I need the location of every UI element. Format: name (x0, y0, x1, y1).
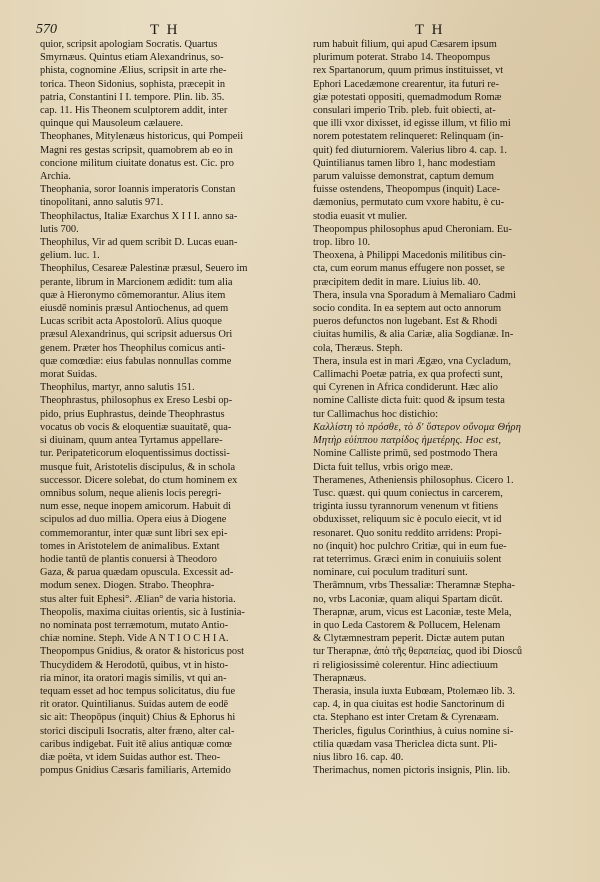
text-line: omnibus solum, neque alienis locis peregri- (40, 487, 222, 499)
text-line: Therapnæus. (313, 672, 367, 684)
header-letters-right: T H (415, 22, 445, 38)
text-line: commemorantur, inter quæ sunt libri sex epi- (40, 527, 228, 539)
dictionary-entry (313, 355, 571, 421)
text-line: pueros defunctos non lugebant. Est & Rhodi (313, 316, 498, 328)
text-line: Theopompus Gnidius, & orator & historicus post (40, 646, 245, 658)
text-line: præcipitem dedit in mare. Liuius lib. 40. (313, 276, 481, 288)
text-line: norem potestatem relinqueret: Relinquam (in- (313, 131, 504, 143)
dictionary-entry (40, 262, 298, 381)
dictionary-entry (40, 394, 298, 605)
text-line: pido, prius Euphrastus, deinde Theophrastus (40, 408, 225, 420)
text-line: qui Cyrenen in Africa condiderunt. Hæc alio (313, 382, 498, 394)
text-line: ciuitas humilis, & alia Cariæ, alia Sogdianæ. In- (313, 329, 514, 341)
text-line: parum valuisse demonstrat, captum demum (313, 171, 494, 183)
text-line: concione militum ciuitate donatus est. Cic. pro (40, 157, 234, 169)
text-line: chiæ nomine. Steph. Vide A N T I O C H I A. (40, 633, 229, 645)
text-line: Therimachus, nomen pictoris insignis, Plin. lib. (313, 765, 511, 777)
dictionary-entry (313, 725, 571, 765)
text-line: Theophania, soror Ioannis imperatoris Constan (40, 184, 236, 196)
text-line: musque fuit, Aristotelis discipulus, & in schola (40, 461, 236, 473)
text-line: cta. Stephano est inter Cretam & Cyrenæam. (313, 712, 499, 724)
dictionary-entry (313, 579, 571, 605)
text-line: Archia. (40, 171, 71, 183)
text-line: Therāmnum, vrbs Thessaliæ: Theramnæ Stepha- (313, 580, 515, 592)
dictionary-entry (40, 130, 298, 183)
text-line: si diuinam, quum antea Tyrtamus appellare- (40, 435, 223, 447)
text-line: rit orator. Quintilianus. Suidas autem de eodē (40, 699, 229, 711)
text-line: Μητὴρ εὐίππου πατρίδος ἡμετέρης. Hoc est, (313, 435, 502, 447)
text-line: quior, scripsit apologiam Socratis. Quartus (40, 39, 218, 50)
dictionary-entry (313, 249, 571, 289)
text-line: rat teterrimus. Græci enim in conuiuiis solent (313, 553, 502, 565)
text-line: perante, librum in Marcionem ædidit: tum alia (40, 276, 233, 288)
text-line: Dicta fuit tellus, vrbis origo meæ. (313, 461, 453, 473)
text-line: Thera, insula vna Sporadum à Memaliaro Cadmi (313, 289, 516, 301)
text-line: Theramenes, Atheniensis philosophus. Cicero 1. (313, 474, 514, 486)
text-line: quit) fed diuturniorem. Valerius libro 4. cap. 1. (313, 144, 508, 156)
text-line: giæ potestati oppositi, quemadmodum Romæ (313, 91, 502, 103)
text-line: tur Therapnæ, ἀπὸ τῆς θεραπείας, quod ibi Diosců (313, 646, 523, 658)
text-line: tur Callimachus hoc distichio: (313, 408, 438, 420)
text-line: Theophilus, martyr, anno salutis 151. (40, 382, 195, 394)
text-line: rex Spartanorum, quum primus instituisset, vt (313, 65, 504, 77)
left-column (40, 38, 298, 777)
text-line: consulari imperio Trib. pleb. fuit obiecti, at- (313, 105, 496, 117)
text-line: nomine Calliste dicta fuit: quod & ipsum testa (313, 395, 505, 407)
text-line: Theophanes, Mitylenæus historicus, qui Pompeii (40, 131, 244, 143)
dictionary-entry (313, 764, 571, 777)
header-letters-left: T H (150, 22, 180, 38)
text-line: stus alter fuit Ephesi°. Ælian° de varia historia. (40, 593, 236, 605)
text-line: Theophrastus, philosophus ex Ereso Lesbi op- (40, 395, 233, 407)
dictionary-entry (313, 606, 571, 685)
text-line: & Clytæmnestram peperit. Dictæ autem putan (313, 633, 505, 645)
text-line: obduxisset, reliquum sic è poculo eiecit, vt id (313, 514, 502, 526)
text-line: hodie tantū de plantis conuersi à Theodoro (40, 553, 217, 565)
text-line: cap. 4, in qua ciuitas est hodie Sanctorinum di (313, 699, 505, 711)
text-line: Nomine Calliste primū, sed postmodo Thera (313, 448, 498, 460)
dictionary-entry (40, 38, 298, 130)
dictionary-entry (313, 289, 571, 355)
dictionary-entry (40, 606, 298, 646)
text-line: Thucydidem & Herodotū, quibus, vt in histo- (40, 659, 229, 671)
text-line: tinopolitani, anno salutis 971. (40, 197, 164, 209)
text-line: Thericles, figulus Corinthius, à cuius nomine si- (313, 725, 514, 737)
text-line: Thera, insula est in mari Ægæo, vna Cycladum, (313, 355, 511, 367)
verse-quotation (313, 421, 571, 474)
page-number: 570 (36, 22, 57, 37)
text-line: cta, cum eorum manus effugere non posset, se (313, 263, 505, 275)
text-line: storici discipuli Isocratis, alter fræno, alter cal- (40, 725, 235, 737)
text-line: Smyrnæus. Quintus etiam Alexandrinus, so- (40, 52, 224, 64)
text-line: dæmonius, permutato cum vxore habitu, è cu- (313, 197, 505, 209)
text-line: plurimum poterat. Strabo 14. Theopompus (313, 52, 491, 64)
text-line: eiusdē nominis præsul Antiochenus, ad quem (40, 303, 229, 315)
text-line: Theophilus, Cesareæ Palestinæ præsul, Seuero im (40, 263, 248, 275)
text-line: sic ait: Theopōpus (inquit) Chius & Ephorus hi (40, 712, 236, 724)
text-line: quinque qui Mausoleum cælauere. (40, 118, 184, 130)
text-line: cola, Theræus. Steph. (313, 342, 403, 354)
text-line: nominare, cui poculum traditurí sunt. (313, 567, 468, 579)
text-line: Therasia, insula iuxta Eubœam, Ptolemæo lib. 3. (313, 685, 516, 697)
text-line: ria minor, ita oratori magis similis, vt qui an- (40, 672, 227, 684)
text-line: Theopompus philosophus apud Cheroniam. Eu- (313, 223, 512, 235)
text-line: Callimachi Poetæ patria, ex qua profecti sunt, (313, 369, 503, 381)
text-line: morat Suidas. (40, 369, 98, 381)
text-line: pompus Gnidius Cæsaris familiaris, Artemido (40, 765, 231, 777)
text-line: Tusc. quæst. qui quum coniectus in carcerem, (313, 487, 503, 499)
text-line: Theophilactus, Italiæ Exarchus X I I I. anno sa- (40, 210, 238, 222)
text-line: socio condita. In ea septem aut octo annorum (313, 303, 502, 315)
text-line: scipulos ad duo millia. Opera eius à Diogene (40, 514, 227, 526)
text-line: præsul Alexandrinus, qui scripsit aduersus Ori (40, 329, 233, 341)
text-line: Καλλίστη τὸ πρόσθε, τὸ δ' ὕστερον οὔνομα Θήρη (313, 421, 522, 433)
text-line: diæ poëta, vt idem Suidas author est. Theo- (40, 751, 221, 763)
text-line: Theoxena, à Philippi Macedonis militibus cin- (313, 250, 506, 262)
text-line: quæ à Hieronymo cõmemorantur. Alius item (40, 289, 226, 301)
text-line: num esse, neque inopem amicorum. Habuit di (40, 501, 232, 513)
text-line: ctilia quædam vasa Thericlea dicta sunt. Pli- (313, 738, 498, 750)
text-line: tequam esset ad hoc tempus solicitatus, diu fue (40, 685, 236, 697)
text-line: quæ comœdiæ: eius fabulas nonnullas comme (40, 355, 232, 367)
text-line: tur. Peripateticorum eloquentissimus doctissi- (40, 448, 230, 460)
text-line: no, vrbs Laconiæ, quam aliqui Spartam dicūt. (313, 593, 503, 605)
text-line: in quo Leda Castorem & Pollucem, Helenam (313, 619, 501, 631)
text-line: tomes in Aristotelem de animalibus. Extant (40, 540, 220, 552)
text-line: phista, cognomine Ælius, scripsit in arte rhe- (40, 65, 227, 77)
text-line: Lucas scribit acta Apostolorū. Alius quoque (40, 316, 222, 328)
text-line: cap. 11. His Theonem sculptorem addit, inter (40, 105, 228, 117)
text-line: nius libro 16. cap. 40. (313, 751, 404, 763)
text-line: stodia euasit vt mulier. (313, 210, 408, 222)
text-line: no nominata post terræmotum, mutato Antio- (40, 619, 229, 631)
text-line: rum habuit filium, qui apud Cæsarem ipsum (313, 39, 497, 50)
text-line: ri religiosissimè colerentur. Hinc adiectiuum (313, 659, 498, 671)
text-line: Gaza, & parua quædam opuscula. Excessit ad- (40, 567, 234, 579)
dictionary-entry (40, 236, 298, 262)
text-line: caribus indigebat. Fuit itē alius antiquæ comœ (40, 738, 232, 750)
text-line: lutis 700. (40, 223, 79, 235)
text-line: no (inquit) hoc pulchro Critiæ, qui in eum fue- (313, 540, 507, 552)
text-line: torica. Theon Sidonius, sophista, præcepit in (40, 78, 226, 90)
dictionary-entry (40, 183, 298, 209)
text-line: genem. Præter hos Theophilus comicus anti- (40, 342, 226, 354)
text-line: Theophilus, Vir ad quem scribit D. Lucas euan- (40, 237, 238, 249)
dictionary-entry (40, 210, 298, 236)
text-line: triginta iussu tyrannorum venenum vt fitiens (313, 501, 498, 513)
text-line: vocatus ob vocis & eloquentiæ suauitatē, qua- (40, 421, 232, 433)
dictionary-entry (313, 38, 571, 223)
text-line: fuisse ostendens, Theopompus (inquit) Lace- (313, 184, 501, 196)
text-line: successor. Dicere solebat, do ctum hominem ex (40, 474, 238, 486)
text-line: Quintilianus tamen libro 1, hanc modestiam (313, 157, 496, 169)
text-line: Therapnæ, arum, vicus est Laconiæ, teste Mela, (313, 606, 512, 618)
dictionary-entry (313, 685, 571, 725)
text-line: que illi vxor dixisset, id egisse illum, vt filio mi (313, 118, 511, 130)
text-line: Ephori Lacedæmone crearentur, ita futuri re- (313, 78, 499, 90)
text-line: modum senex. Diogen. Strabo. Theophra- (40, 580, 215, 592)
text-line: trop. libro 10. (313, 237, 371, 249)
right-column (313, 38, 571, 777)
dictionary-entry (40, 645, 298, 777)
text-line: Magni res gestas scripsit, quamobrem ab eo in (40, 144, 233, 156)
dictionary-entry (40, 381, 298, 394)
text-line: Theopolis, maxima ciuitas orientis, sic à Iustinia- (40, 606, 245, 618)
dictionary-entry (313, 223, 571, 249)
text-line: resonaret. Quo sonitu reddito arridens: Propi- (313, 527, 502, 539)
text-line: gelium. luc. 1. (40, 250, 100, 262)
text-line: patria, Constantini I I. tempore. Plin. lib. 35. (40, 91, 225, 103)
dictionary-entry (313, 474, 571, 580)
